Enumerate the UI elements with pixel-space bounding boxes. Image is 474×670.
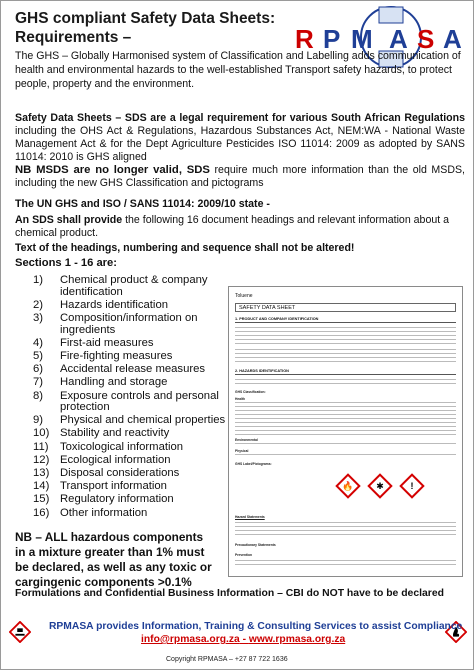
sds-provide-text: the following 16 document headings and relevant information about a chemical product. xyxy=(15,214,450,240)
intro-paragraph: The GHS – Globally Harmonised system of Classification and Labelling adds communication of health and environmental hazards to the well-established Transport safety hazards, to protect people, property and the environment. xyxy=(15,50,461,91)
list-item xyxy=(33,481,228,493)
sections-list xyxy=(33,275,228,521)
section-number: 4) xyxy=(33,336,44,349)
section-label: Toxicological information xyxy=(60,440,184,453)
list-item xyxy=(33,351,228,363)
section-number: 7) xyxy=(33,376,44,389)
section-label: First-aid measures xyxy=(60,336,154,349)
exclamation-pictogram-icon: ! xyxy=(399,473,424,498)
title-line-1: GHS compliant Safety Data Sheets: xyxy=(15,10,276,27)
section-number: 6) xyxy=(33,363,44,376)
sheet-physical: Physical xyxy=(235,449,249,453)
section-label: Hazards identification xyxy=(60,298,169,311)
section-label: Exposure controls and personal protection xyxy=(60,389,219,414)
section-label: Composition/information on ingredients xyxy=(60,311,198,336)
website-link[interactable]: www.rpmasa.org.za xyxy=(248,634,346,645)
list-item xyxy=(33,338,228,350)
section-number: 13) xyxy=(33,467,50,480)
corrosive-pictogram-icon xyxy=(9,621,31,643)
sheet-section-2: 2. HAZARDS IDENTIFICATION xyxy=(235,369,456,375)
footer-separator: - xyxy=(239,634,249,645)
cbi-note: Formulations and Confidential Business Information – CBI do NOT have to be declared xyxy=(15,588,444,599)
sds-provide-paragraph xyxy=(15,214,465,240)
page-title xyxy=(15,9,305,47)
svg-text:P: P xyxy=(323,24,341,54)
nb-msds-bold: NB MSDS are no longer valid, SDS xyxy=(15,164,210,177)
section-label: Stability and reactivity xyxy=(60,427,170,440)
list-item xyxy=(33,300,228,312)
list-item xyxy=(33,468,228,480)
sds-bold: Safety Data Sheets – SDS are a legal requirement for various South African Regulations xyxy=(15,112,465,124)
sheet-precautionary-statements: Precautionary Statements xyxy=(235,543,276,547)
sheet-environmental: Environmental xyxy=(235,438,258,442)
list-item xyxy=(33,364,228,376)
list-item xyxy=(33,508,228,520)
section-number: 14) xyxy=(33,480,50,493)
section-number: 3) xyxy=(33,311,44,324)
sheet-section-1: 1. PRODUCT AND COMPANY IDENTIFICATION xyxy=(235,317,456,323)
section-label: Other information xyxy=(60,506,148,519)
un-heading: The UN GHS and ISO / SANS 11014: 2009/10 state - xyxy=(15,198,270,210)
section-label: Ecological information xyxy=(60,453,171,466)
svg-text:S: S xyxy=(417,24,435,54)
health-hazard-pictogram-icon: ✱ xyxy=(367,473,392,498)
section-number: 5) xyxy=(33,349,44,362)
section-label: Regulatory information xyxy=(60,493,174,506)
section-number: 15) xyxy=(33,493,50,506)
sheet-title: SAFETY DATA SHEET xyxy=(235,303,456,312)
section-label: Accidental release measures xyxy=(60,363,206,376)
nb-msds-text: require much more information than the old MSDS, including the new GHS Classification and pictograms xyxy=(15,164,465,190)
sheet-ghs-classification: GHS Classification: xyxy=(235,390,266,394)
svg-text:A: A xyxy=(389,24,408,54)
section-number: 8) xyxy=(33,389,44,402)
headings-notice: Text of the headings, numbering and sequence shall not be altered! xyxy=(15,242,355,254)
nb-components-note: NB – ALL hazardous components in a mixture greater than 1% must be declared, as well as any toxic or cargingenic components >0.1% xyxy=(15,530,212,589)
section-number: 1) xyxy=(33,274,44,286)
footer-services: RPMASA provides Information, Training & Consulting Services to assist Compliance xyxy=(49,621,463,632)
sds-provide-bold: An SDS shall provide xyxy=(15,214,123,226)
section-label: Disposal considerations xyxy=(60,467,180,480)
svg-text:R: R xyxy=(295,24,314,54)
section-number: 12) xyxy=(33,453,50,466)
list-item xyxy=(33,494,228,506)
svg-text:A: A xyxy=(443,24,462,54)
section-label: Fire-fighting measures xyxy=(60,349,173,362)
sds-paragraph xyxy=(15,112,465,191)
list-item xyxy=(33,275,228,298)
sheet-label-pictograms: GHS Label/Pictograms: xyxy=(235,462,272,466)
title-line-2: Requirements – xyxy=(15,29,132,46)
sds-text: including the OHS Act & Regulations, Hazardous Substances Act, NEM:WA - National Waste Management Act & for the Dept Agriculture Pesticides ISO 11014: 2009 as adopted by SANS 11014: 2010 is GHS aligned xyxy=(15,125,465,164)
sections-heading: Sections 1 - 16 are: xyxy=(15,257,117,269)
copyright-notice: Copyright RPMASA – +27 87 722 1636 xyxy=(166,656,288,663)
section-number: 16) xyxy=(33,506,50,519)
section-number: 2) xyxy=(33,298,44,311)
list-item xyxy=(33,442,228,454)
section-label: Handling and storage xyxy=(60,376,168,389)
section-label: Chemical product & company identification xyxy=(60,274,208,298)
list-item xyxy=(33,415,228,427)
section-number: 10) xyxy=(33,427,50,440)
svg-text:M: M xyxy=(351,24,373,54)
flame-pictogram-icon: 🔥 xyxy=(335,473,360,498)
list-item xyxy=(33,428,228,440)
footer-contact xyxy=(141,634,401,646)
list-item xyxy=(33,313,228,336)
section-number: 9) xyxy=(33,414,44,427)
email-link[interactable]: info@rpmasa.org.za xyxy=(141,634,240,645)
sds-sample-sheet xyxy=(228,286,463,577)
list-item xyxy=(33,391,228,414)
section-label: Physical and chemical properties xyxy=(60,414,226,427)
sheet-health: Health xyxy=(235,397,246,401)
sheet-prevention: Prevention xyxy=(235,553,253,557)
list-item xyxy=(33,377,228,389)
section-label: Transport information xyxy=(60,480,167,493)
sheet-product-name: Toluene xyxy=(235,293,253,299)
sheet-hazard-statements: Hazard Statements xyxy=(235,515,265,519)
list-item xyxy=(33,455,228,467)
section-number: 11) xyxy=(33,440,49,453)
